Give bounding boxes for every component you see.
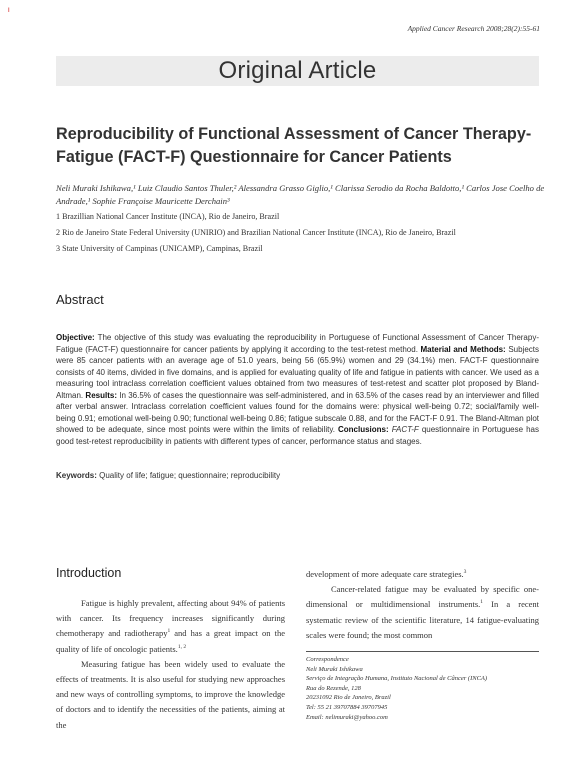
correspondence-city: 20231092 Rio de Janeiro, Brazil	[306, 694, 391, 702]
intro-p3-tail: In a recent systematic review of the scientific literature, 14 fatigue-evaluating scales were found; the most common	[306, 599, 539, 640]
citation-1: 1	[167, 628, 171, 635]
intro-p3-text: Cancer-related fatigue may be evaluated by specific one-dimensional or multidimensional instruments.	[306, 584, 539, 610]
abstract-conclusions-label: Conclusions:	[338, 425, 389, 434]
correspondence-email[interactable]: Email: nelimuraki@yahoo.com	[306, 713, 388, 721]
article-type-label: Original Article	[218, 57, 377, 84]
citation-1b: 1	[480, 599, 484, 606]
abstract-heading: Abstract	[56, 292, 104, 307]
correspondence-dept: Serviço de Integração Humana, Instituto Nacional de Câncer (INCA)	[306, 675, 488, 683]
keywords-text: Quality of life; fatigue; questionnaire; reproducibility	[96, 471, 281, 480]
correspondence-phone: Tel: 55 21 39707884 39707945	[306, 703, 388, 711]
keywords-label: Keywords:	[56, 471, 97, 480]
abstract-conclusions-italic: FACT-F	[388, 425, 419, 434]
intro-paragraph-2: Measuring fatigue has been widely used to evaluate the effects of treatments. It is also useful for studying new approaches and new ways of controlling symptoms, to improve the knowledge of doctors and to identify the necessities of the patients, aiming at the	[56, 658, 285, 730]
running-head: Applied Cancer Research 2008;28(2):55-61	[407, 24, 540, 33]
correspondence-box	[306, 651, 539, 722]
intro-p1-mid: and has a great impact on the quality of life of oncologic patients.	[56, 628, 285, 654]
intro-paragraph-2-cont	[306, 567, 539, 582]
citation-3: 3	[463, 569, 467, 576]
abstract-methods-label: Material and Methods:	[420, 344, 506, 354]
right-column	[306, 567, 539, 643]
abstract-results-label: Results:	[85, 390, 117, 400]
abstract-objective-text: The objective of this study was evaluating the reproducibility in Portuguese of Functional Assessment of Cancer Therapy-Fatigue (FACT-F) questionnaire for cancer patients by applying it according to the test-retest method.	[56, 333, 539, 354]
author-list: Neli Muraki Ishikawa,¹ Luiz Claudio Santos Thuler,² Alessandra Grasso Giglio,¹ Clarissa Serodio da Rocha Baldotto,¹ Carlos Jose Coelho de Andrade,¹ Sophie Françoise Mauricette Derchain³	[56, 183, 545, 206]
correspondence-street: Rua do Rezende, 128	[306, 684, 361, 692]
correspondence-label: Correspondence	[306, 656, 349, 663]
intro-p2-cont-text: development of more adequate care strategies.	[306, 569, 464, 579]
introduction-heading: Introduction	[56, 566, 122, 580]
intro-paragraph-1	[56, 596, 285, 657]
affiliation-1: 1 Brazillian National Cancer Institute (INCA), Rio de Janeiro, Brazil	[56, 212, 280, 221]
abstract-conclusions-text: questionnaire in Portuguese has good test-retest reproducibility in patients with different types of cancer, performance status and stages.	[56, 425, 539, 446]
left-column	[56, 596, 285, 733]
affiliation-2: 2 Rio de Janeiro State Federal University (UNIRIO) and Brazilian National Cancer Institute (INCA), Rio de Janeiro, Brazil	[56, 228, 456, 237]
abstract-results-text: In 36.5% of cases the questionnaire was self-administered, and in 63.5% of the cases read by an interviewer and filled after verbal answer. Intraclass correlation coefficient values found for the domains were: physical well-being 0.72; social/family well-being 0.91; emotional well-being 0.90; functional well-being 0.86; fatigue subscale 0.88, and for the FACT-F 0.91. The Bland-Altman plot showed to be adequate, since most points were within the limits of reliability.	[56, 390, 540, 434]
abstract-body	[56, 332, 539, 447]
abstract-objective-label: Objective:	[56, 333, 95, 342]
abstract-methods-text: Subjects were 85 cancer patients with an average age of 51.0 years, being 56 (65.9%) women and 29 (34.1%) men. FACT-F questionnaire consists of 40 items, divided in five domains, and is applied for evaluating quality of life and fatigue in patients with cancer. We used as a measuring tool intraclass correlation coefficient values obtained from two measures of test-retest and scatter plot proposed by Bland-Altman.	[56, 344, 539, 400]
affiliation-3: 3 State University of Campinas (UNICAMP), Campinas, Brazil	[56, 244, 263, 253]
article-title: Reproducibility of Functional Assessment of Cancer Therapy-Fatigue (FACT-F) Questionnaire for Cancer Patients	[56, 125, 532, 166]
article-type-banner	[56, 56, 539, 86]
corner-mark: I	[8, 8, 10, 14]
keywords-line	[56, 471, 280, 480]
correspondence-name: Neli Muraki Ishikawa	[306, 665, 363, 673]
intro-paragraph-3	[306, 582, 539, 643]
intro-p1-text: Fatigue is highly prevalent, affecting about 94% of patients with cancer. Its frequency increases significantly during chemotherapy and radiotherapy	[56, 598, 285, 639]
citation-1-2: 1, 2	[177, 643, 187, 650]
